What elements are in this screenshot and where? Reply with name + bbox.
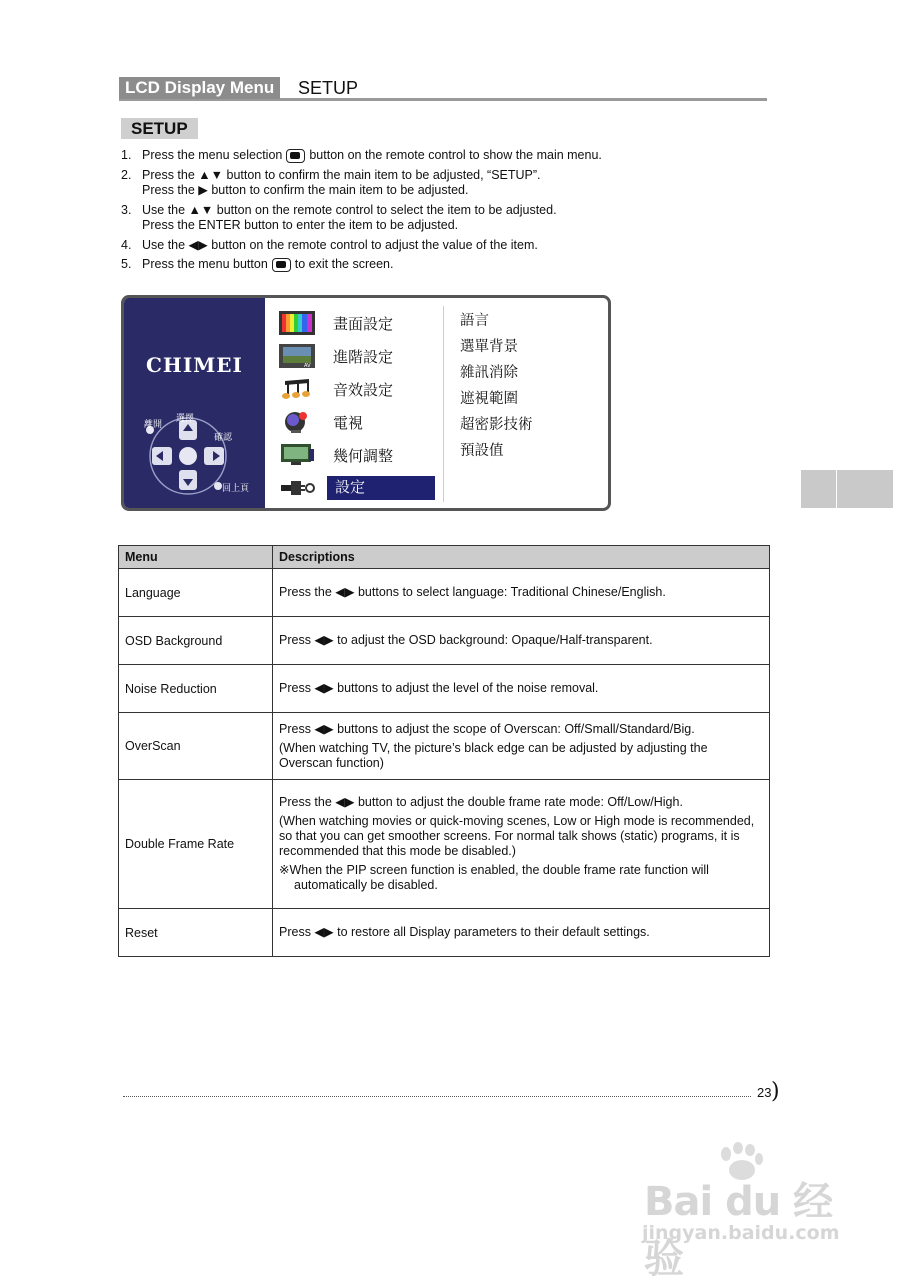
osd-sub-menu (460, 308, 533, 464)
header-section: LCD Display Menu (119, 77, 280, 99)
pad-label-back: 回上頁 (222, 483, 250, 493)
osd-main-menu (265, 298, 443, 508)
osd-item-geometry: 幾何調整 (279, 442, 393, 468)
page-number: 23 (757, 1085, 772, 1100)
footer-dotted-leader (123, 1096, 751, 1097)
monitor-icon (279, 443, 315, 467)
menu-button-icon (286, 149, 305, 163)
table-row: OSD Background Press ◀▶ to adjust the OSD background: Opaque/Half-transparent. (119, 617, 770, 665)
osd-sub-item: 雜訊消除 (460, 365, 518, 381)
pad-label-exit: 離開 (144, 419, 163, 429)
svg-text:AV: AV (304, 363, 311, 368)
table-row: OverScan Press ◀▶ buttons to adjust the scope of Overscan: Off/Small/Standard/Big. (When watching TV, the picture’s black edge can be adjusted by adjusting the Overscan function) (119, 713, 770, 780)
color-bars-icon (279, 311, 315, 335)
list-item: 4. Use the ◀▶ button on the remote control to adjust the value of the item. (121, 237, 538, 252)
pad-label-select: 選擇 (176, 413, 195, 423)
watermark-brand: Bai du 经验 (644, 1179, 833, 1282)
osd-brand-panel (124, 298, 265, 508)
osd-item-setup: 設定 (279, 475, 435, 501)
osd-item-advanced: AV 進階設定 (279, 343, 393, 369)
brand-logo: CHIMEI (146, 353, 243, 377)
chapter-side-tab (801, 470, 893, 508)
list-item: 5. Press the menu button to exit the screen. (121, 257, 394, 271)
osd-item-audio: 音效設定 (279, 376, 393, 402)
table-row: Reset Press ◀▶ to restore all Display parameters to their default settings. (119, 909, 770, 957)
film-screen-icon (279, 344, 315, 368)
osd-sub-item: 超密影技術 (460, 417, 533, 433)
page-bracket-glyph: ) (771, 1079, 780, 1104)
pad-label-confirm: 確認 (214, 432, 233, 442)
osd-item-tv: 電視 (279, 409, 363, 435)
column-header-menu: Menu (119, 546, 273, 569)
menu-button-icon (272, 258, 291, 272)
list-item: 1. Press the menu selection button on the remote control to show the main menu. (121, 148, 602, 162)
menu-description-table (118, 545, 770, 957)
header-subsection: SETUP (298, 78, 359, 98)
osd-menu-screenshot (121, 295, 611, 511)
table-row: Noise Reduction Press ◀▶ buttons to adjust the level of the noise removal. (119, 665, 770, 713)
baidu-watermark (642, 1142, 852, 1282)
page-header (119, 77, 767, 101)
watermark-url: jingyan.baidu.com (642, 1222, 840, 1244)
osd-item-picture: 畫面設定 (279, 310, 393, 336)
osd-sub-item: 遮視範圍 (460, 391, 518, 407)
osd-sub-item: 語言 (460, 313, 489, 329)
table-row: Double Frame Rate Press the ◀▶ button to adjust the double frame rate mode: Off/Low/High. (When watching movies or quick-moving scenes, Low or High mode is recommended, so that you can get smoother screens. For normal talk shows (static) programs, it is recommended that this mode be disabled.) ※When the PIP screen function is enabled, the double frame rate function will automatically be disabled. (119, 780, 770, 909)
plug-settings-icon (279, 476, 315, 500)
column-header-descriptions: Descriptions (273, 546, 770, 569)
osd-divider (443, 306, 444, 502)
satellite-dish-icon (279, 410, 315, 434)
section-title: SETUP (121, 118, 198, 139)
table-header-row (119, 546, 770, 569)
music-notes-icon (279, 377, 315, 401)
list-item: 2. Press the ▲▼ button to confirm the main item to be adjusted, “SETUP”. Press the ▶ button to confirm the main item to be adjusted. (121, 167, 541, 197)
osd-sub-item: 選單背景 (460, 339, 518, 355)
osd-sub-item: 預設值 (460, 443, 504, 459)
list-item: 3. Use the ▲▼ button on the remote control to select the item to be adjusted. Press the ENTER button to enter the item to be adjusted. (121, 202, 557, 232)
table-row: Language Press the ◀▶ buttons to select language: Traditional Chinese/English. (119, 569, 770, 617)
instruction-list (121, 148, 741, 277)
